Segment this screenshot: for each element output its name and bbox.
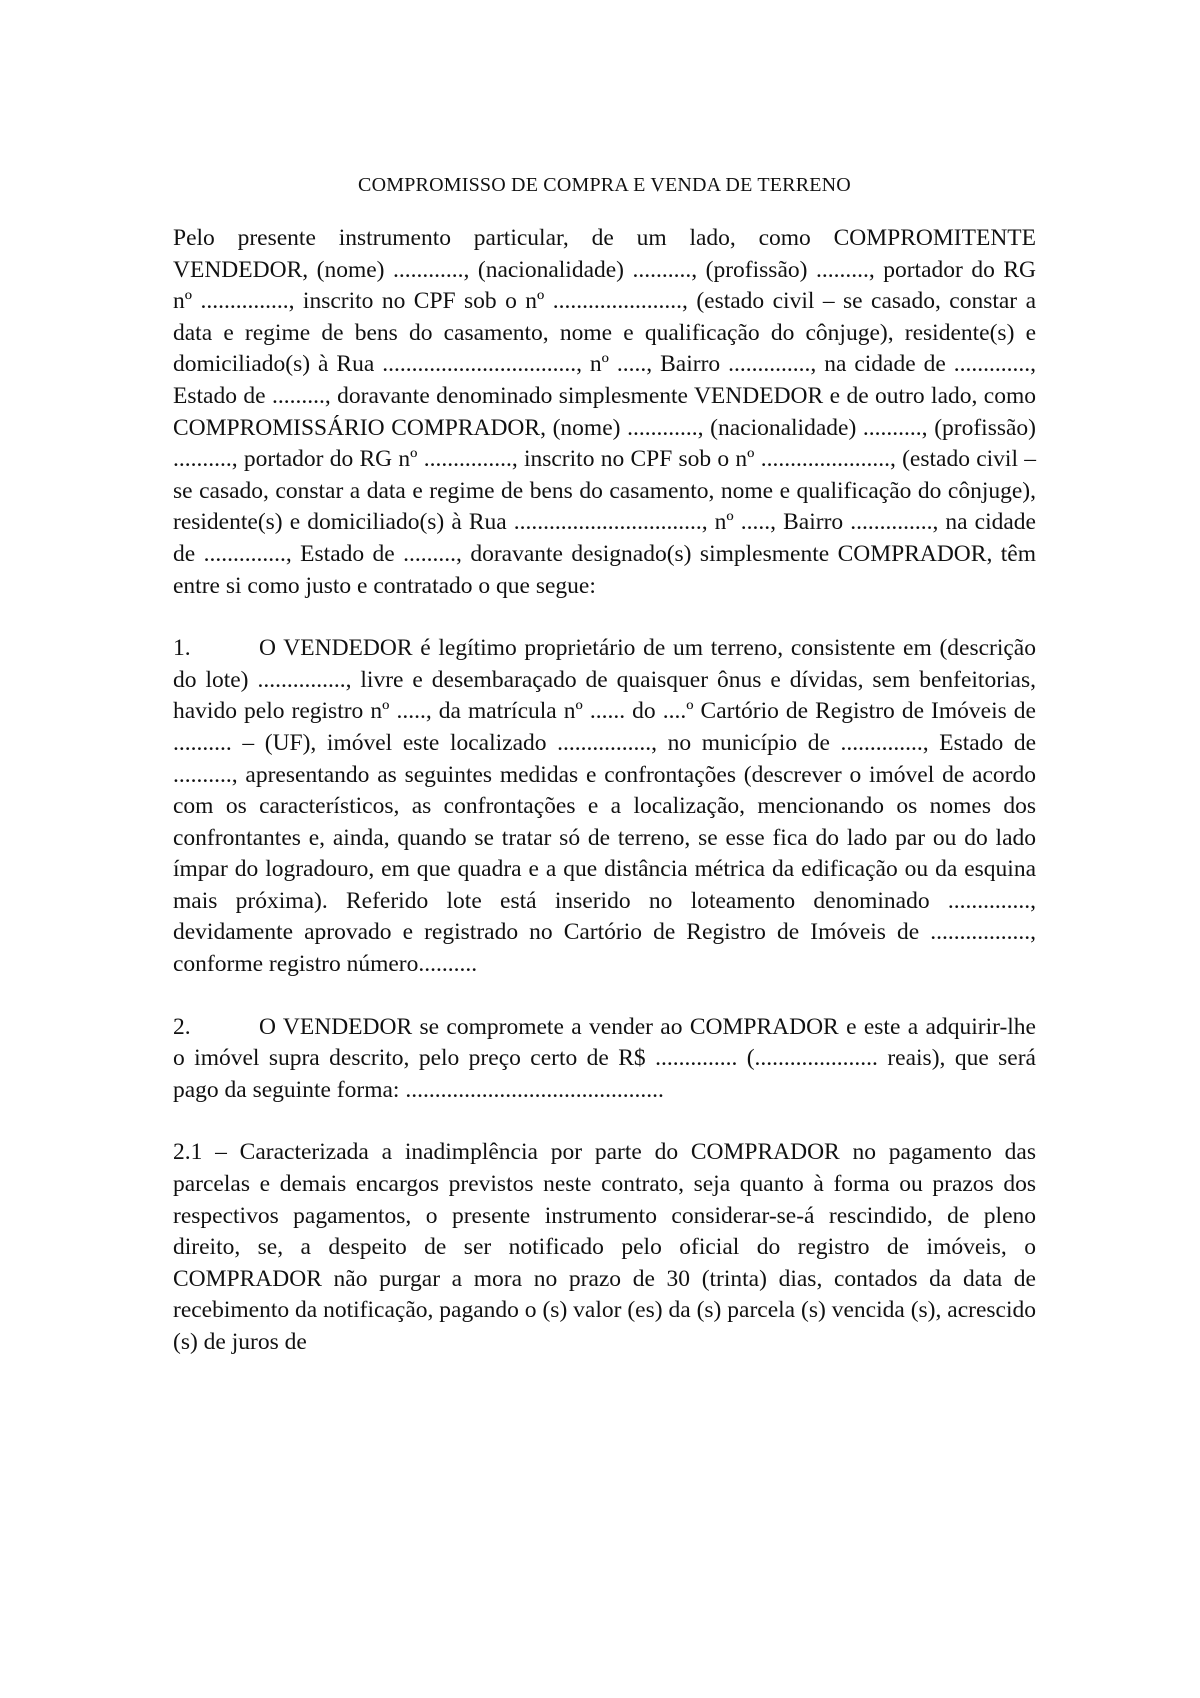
paragraph-text: 2.1 – Caracterizada a inadimplência por parte do COMPRADOR no pagamento das parcelas e demais encargos previstos neste contrato, seja quanto à forma ou prazos dos respectivos pagamentos, o presente instrumento considerar-se-á rescindido, de pleno direito, se, a despeito de ser notificado pelo oficial do registro de imóveis, o COMPRADOR não purgar a mora no prazo de 30 (trinta) dias, contados da data de recebimento da notificação, pagando o (s) valor (es) da (s) parcela (s) vencida (s), acrescido (s) de juros de	[173, 1139, 1036, 1355]
clause-number: 1.	[173, 635, 191, 662]
paragraph-clause-2	[173, 1012, 1036, 1107]
clause-number: 2.	[173, 1013, 191, 1040]
paragraph-preamble	[173, 223, 1036, 602]
paragraph-text: O VENDEDOR é legítimo proprietário de um terreno, consistente em (descrição do lote) ..............., livre e desembaraçado de quaisquer ônus e dívidas, sem benfeitorias, havido pelo registro nº ....., da matrícula nº ...... do ....º Cartório de Registro de Imóveis de .......... – (UF), imóvel este localizado ................, no município de .............., Estado de .........., apresentando as seguintes medidas e confrontações (descrever o imóvel de acordo com os característicos, as confrontações e a localização, mencionando os nomes dos confrontantes e, ainda, quando se tratar só de terreno, se esse fica do lado par ou do lado ímpar do logradouro, em que quadra e a que distância métrica da edificação ou da esquina mais próxima). Referido lote está inserido no loteamento denominado .............., devidamente aprovado e registrado no Cartório de Registro de Imóveis de ................., conforme registro número..........	[173, 635, 1036, 978]
paragraph-clause-1	[173, 633, 1036, 981]
paragraph-text: O VENDEDOR se compromete a vender ao COMPRADOR e este a adquirir-lhe o imóvel supra descrito, pelo preço certo de R$ .............. (..................... reais), que será pago da seguinte forma: ............................................	[173, 1013, 1036, 1103]
paragraph-clause-2-1	[173, 1137, 1036, 1358]
document-title: COMPROMISSO DE COMPRA E VENDA DE TERRENO	[358, 174, 851, 196]
paragraph-text: Pelo presente instrumento particular, de um lado, como COMPROMITENTE VENDEDOR, (nome) ............, (nacionalidade) .........., (profissão) ........., portador do RG nº ..............., inscrito no CPF sob o nº ......................, (estado civil – se casado, constar a data e regime de bens do casamento, nome e qualificação do cônjuge), residente(s) e domiciliado(s) à Rua ................................., nº ....., Bairro .............., na cidade de ............., Estado de ........., doravante denominado simplesmente VENDEDOR e de outro lado, como COMPROMISSÁRIO COMPRADOR, (nome) ............, (nacionalidade) .........., (profissão) .........., portador do RG nº ..............., inscrito no CPF sob o nº ......................, (estado civil – se casado, constar a data e regime de bens do casamento, nome e qualificação do cônjuge), residente(s) e domiciliado(s) à Rua ................................, nº ....., Bairro .............., na cidade de .............., Estado de ........., doravante designado(s) simplesmente COMPRADOR, têm entre si como justo e contratado o que segue:	[173, 225, 1036, 599]
document-body	[173, 170, 1036, 1359]
